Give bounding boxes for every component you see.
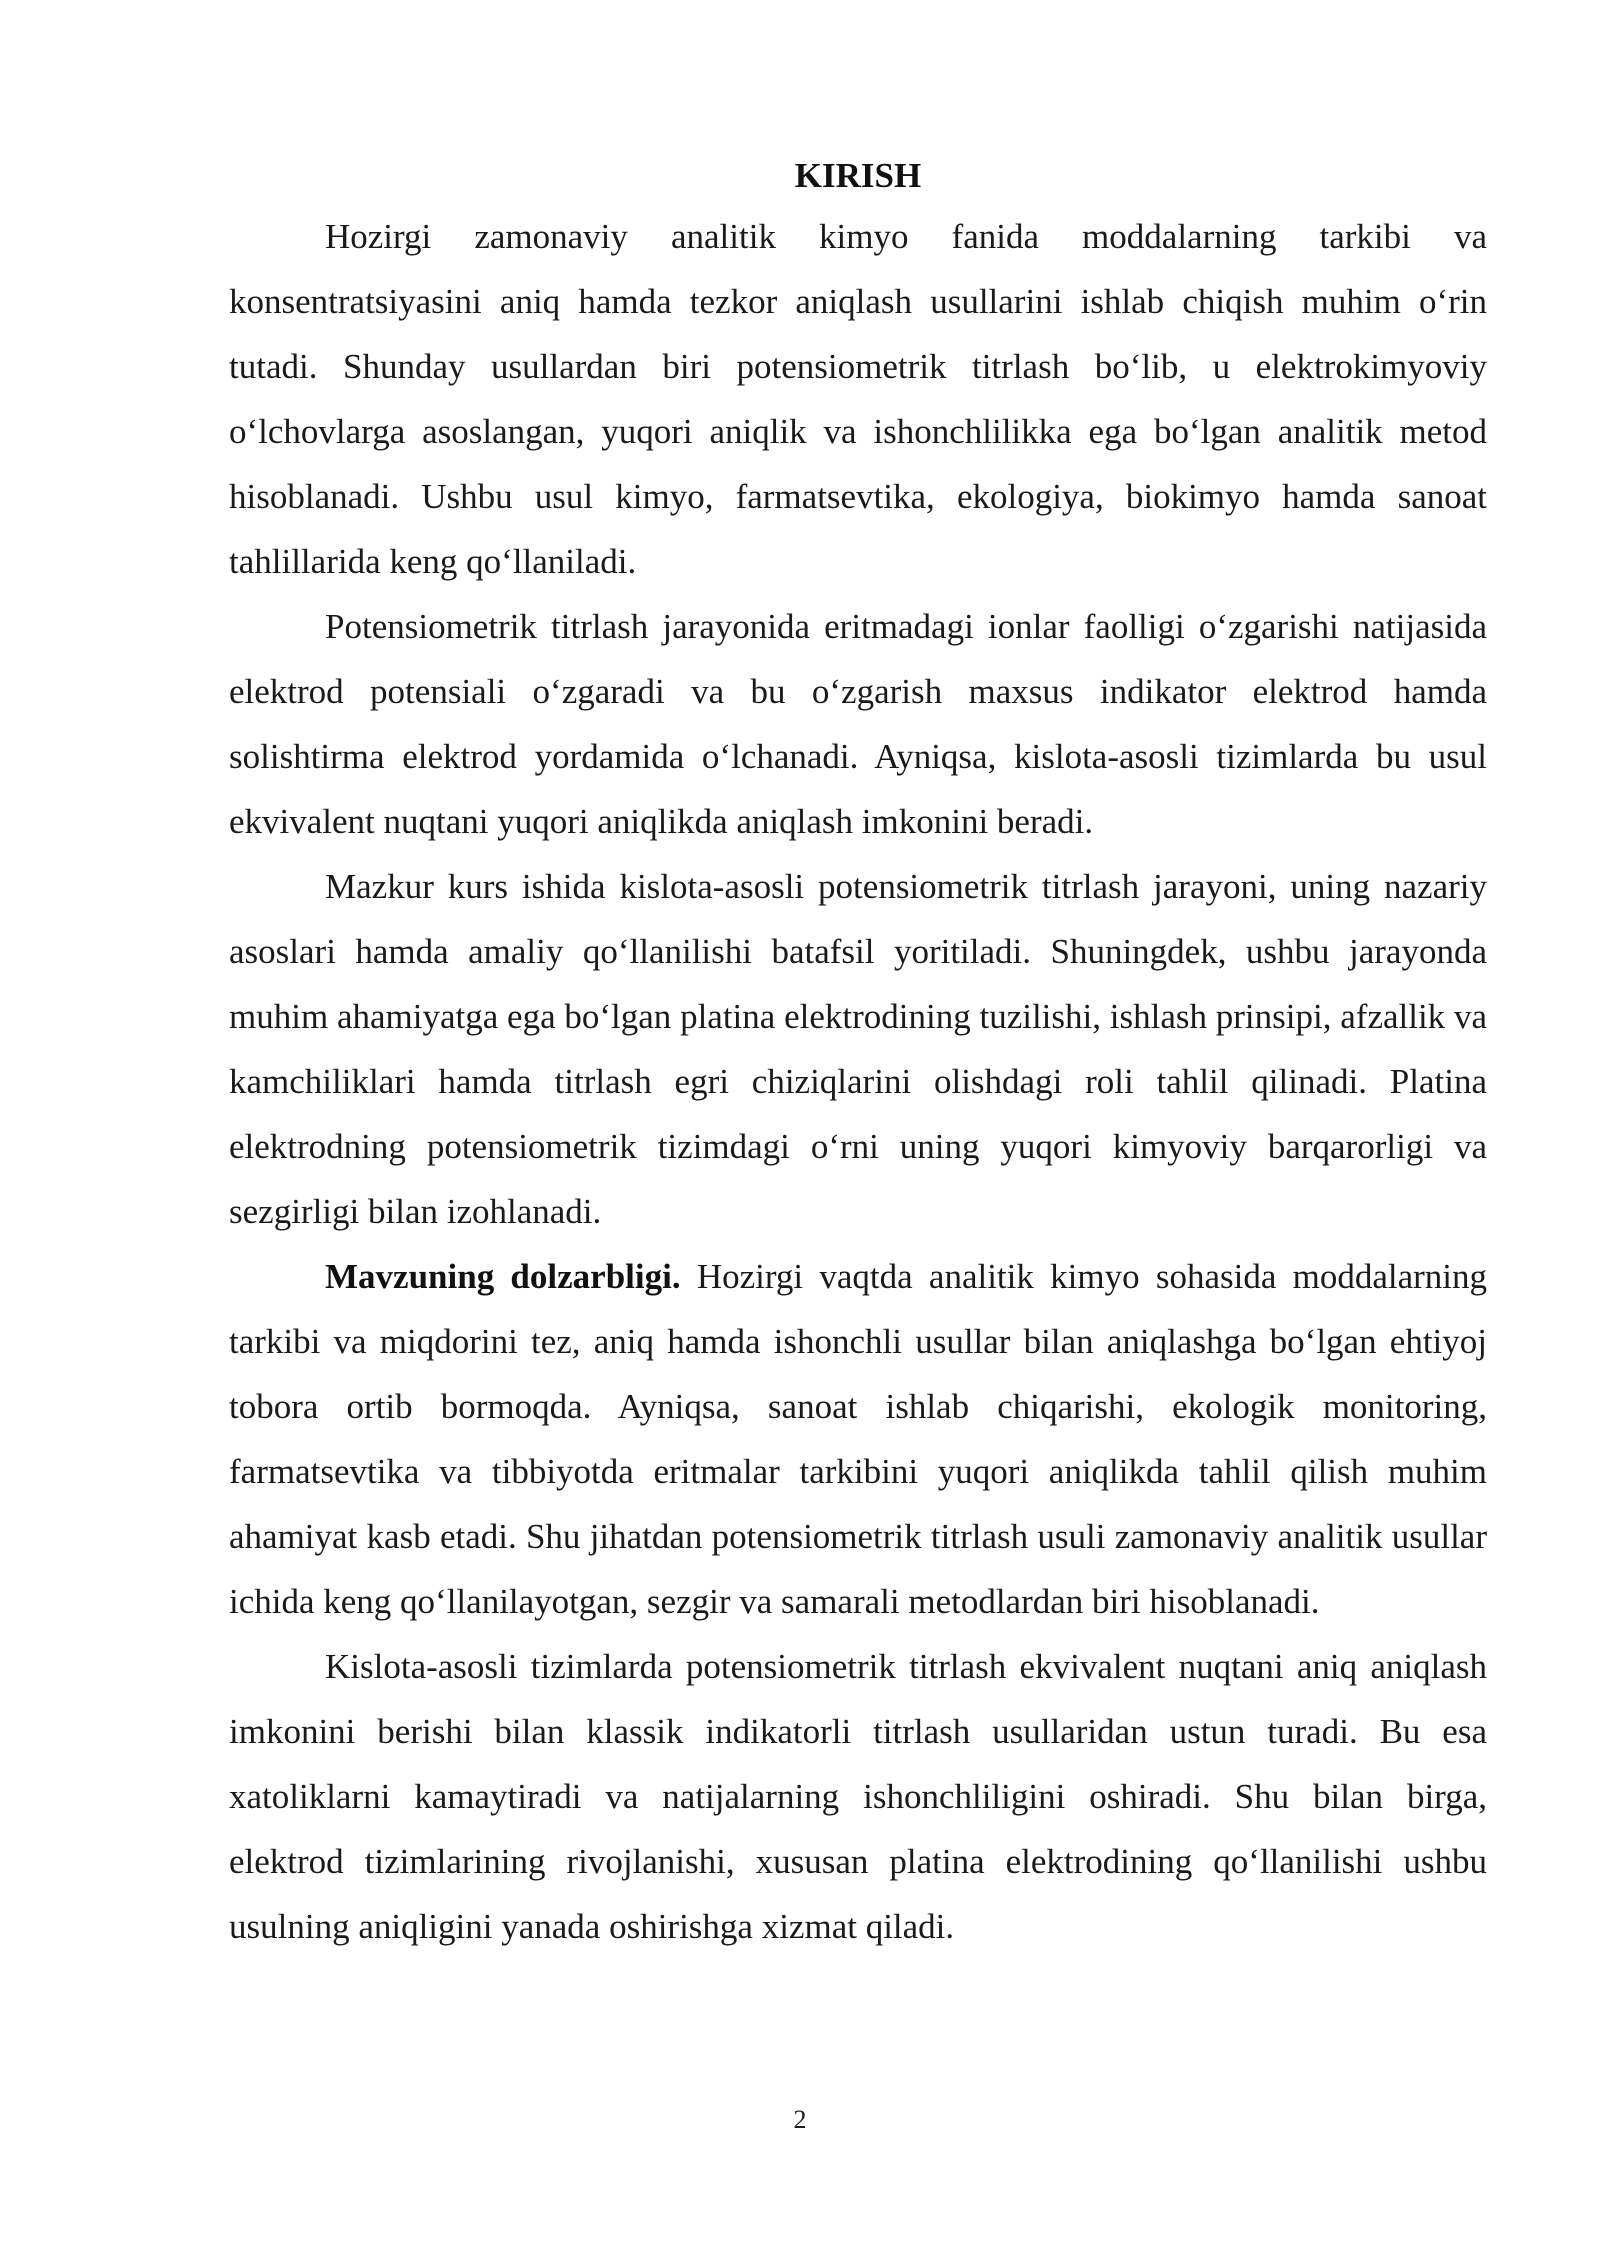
paragraph-2 <box>229 594 1487 854</box>
section-heading: KIRISH <box>794 156 922 195</box>
paragraph-5 <box>229 1634 1487 1959</box>
page-number: 2 <box>793 2105 807 2134</box>
paragraph-lead-relevance: Mavzuning dolzarbligi. <box>325 1257 681 1296</box>
paragraph-text: Hozirgi vaqtda analitik kimyo sohasida moddalarning tarkibi va miqdorini tez, aniq hamda ishonchli usullar bilan aniqlashga bo‘lgan ehtiyoj tobora ortib bormoqda. Ayniqsa, sanoat ishlab chiqarishi, ekologik monitoring, farmatsevtika va tibbiyotda eritmalar tarkibini yuqori aniqlikda tahlil qilish muhim ahamiyat kasb etadi. Shu jihatdan potensiometrik titrlash usuli zamonaviy analitik usullar ichida keng qo‘llanilayotgan, sezgir va samarali metodlardan biri hisoblanadi. <box>229 1257 1488 1621</box>
paragraph-text: Mazkur kurs ishida kislota-asosli potensiometrik titrlash jarayoni, uning nazariy asoslari hamda amaliy qo‘llanilishi batafsil yoritiladi. Shuningdek, ushbu jarayonda muhim ahamiyatga ega bo‘lgan platina elektrodining tuzilishi, ishlash prinsipi, afzallik va kamchiliklari hamda titrlash egri chiziqlarini olishdagi roli tahlil qilinadi. Platina elektrodning potensiometrik tizimdagi o‘rni uning yuqori kimyoviy barqarorligi va sezgirligi bilan izohlanadi. <box>229 867 1487 1231</box>
paragraph-text: Potensiometrik titrlash jarayonida eritmadagi ionlar faolligi o‘zgarishi natijasida elektrod potensiali o‘zgaradi va bu o‘zgarish maxsus indikator elektrod hamda solishtirma elektrod yordamida o‘lchanadi. Ayniqsa, kislota-asosli tizimlarda bu usul ekvivalent nuqtani yuqori aniqlikda aniqlash imkonini beradi. <box>229 607 1487 841</box>
paragraph-text: Kislota-asosli tizimlarda potensiometrik titrlash ekvivalent nuqtani aniq aniqlash imkonini berishi bilan klassik indikatorli titrlash usullaridan ustun turadi. Bu esa xatoliklarni kamaytiradi va natijalarning ishonchliligini oshiradi. Shu bilan birga, elektrod tizimlarining rivojlanishi, xususan platina elektrodining qo‘llanilishi ushbu usulning aniqligini yanada oshirishga xizmat qiladi. <box>229 1647 1487 1946</box>
paragraph-4 <box>229 1244 1487 1634</box>
paragraph-text: Hozirgi zamonaviy analitik kimyo fanida moddalarning tarkibi va konsentratsiyasini aniq hamda tezkor aniqlash usullarini ishlab chiqish muhim o‘rin tutadi. Shunday usullardan biri potensiometrik titrlash bo‘lib, u elektrokimyoviy o‘lchovlarga asoslangan, yuqori aniqlik va ishonchlilikka ega bo‘lgan analitik metod hisoblanadi. Ushbu usul kimyo, farmatsevtika, ekologiya, biokimyo hamda sanoat tahlillarida keng qo‘llaniladi. <box>229 217 1487 581</box>
page-content <box>229 148 1487 1959</box>
paragraph-1 <box>229 204 1487 594</box>
paragraph-3 <box>229 854 1487 1244</box>
